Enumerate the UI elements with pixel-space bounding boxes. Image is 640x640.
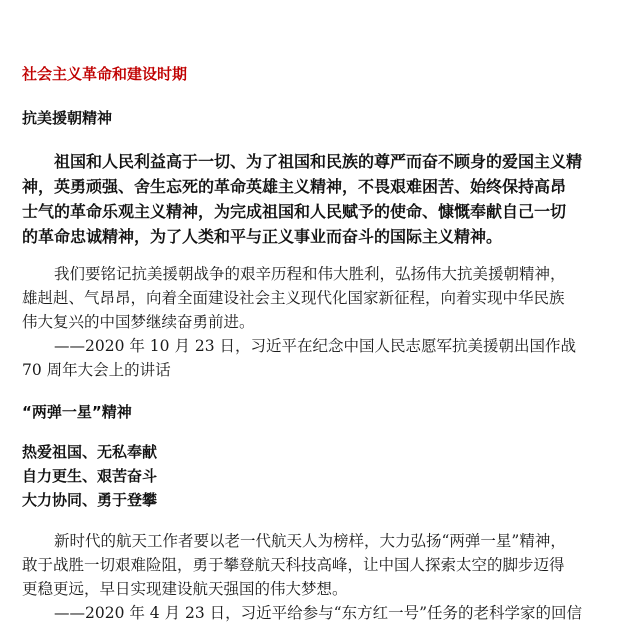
quote-line: 新时代的航天工作者要以老一代航天人为榜样，大力弘扬“两弹一星”精神， — [54, 532, 566, 550]
spirit-definition-line: 神，英勇顽强、舍生忘死的革命英雄主义精神，不畏艰难困苦、始终保持高昂 — [22, 177, 567, 196]
quote-line: 我们要铭记抗美援朝战争的艰辛历程和伟大胜利，弘扬伟大抗美援朝精神， — [54, 265, 566, 283]
spirit-definition-line: 士气的革命乐观主义精神，为完成祖国和人民赋予的使命、慷慨奉献自己一切 — [22, 202, 567, 221]
quote-line: 敢于战胜一切艰难险阻，勇于攀登航天科技高峰，让中国人探索太空的脚步迈得 — [22, 556, 565, 574]
spirit-definition-line: 祖国和人民利益高于一切、为了祖国和民族的尊严而奋不顾身的爱国主义精 — [54, 152, 583, 171]
slogan-list — [22, 440, 157, 512]
quote-source-line: 70 周年大会上的讲话 — [22, 361, 171, 379]
quote-line: 伟大复兴的中国梦继续奋勇前进。 — [22, 313, 255, 331]
section-title-liangdan: “两弹一星”精神 — [22, 403, 132, 421]
spirit-definition-paragraph — [22, 149, 618, 249]
section-title-kangmei: 抗美援朝精神 — [22, 109, 113, 127]
quote-paragraph-kangmei — [22, 262, 618, 382]
spirit-definition-line: 的革命忠诚精神，为了人类和平与正义事业而奋斗的国际主义精神。 — [22, 227, 503, 246]
quote-line: 更稳更远，早日实现建设航天强国的伟大梦想。 — [22, 580, 348, 598]
era-title: 社会主义革命和建设时期 — [22, 65, 188, 83]
quote-source-line: ——2020 年 4 月 23 日，习近平给参与“东方红一号”任务的老科学家的回信 — [54, 604, 583, 622]
slogan-item: 大力协同、勇于登攀 — [22, 491, 158, 509]
slogan-item: 自力更生、艰苦奋斗 — [22, 467, 158, 485]
quote-paragraph-liangdan — [22, 529, 618, 625]
slogan-item: 热爱祖国、无私奉献 — [22, 443, 158, 461]
quote-source-line: ——2020 年 10 月 23 日，习近平在纪念中国人民志愿军抗美援朝出国作战 — [54, 337, 577, 355]
quote-line: 雄赳赳、气昂昂，向着全面建设社会主义现代化国家新征程，向着实现中华民族 — [22, 289, 565, 307]
